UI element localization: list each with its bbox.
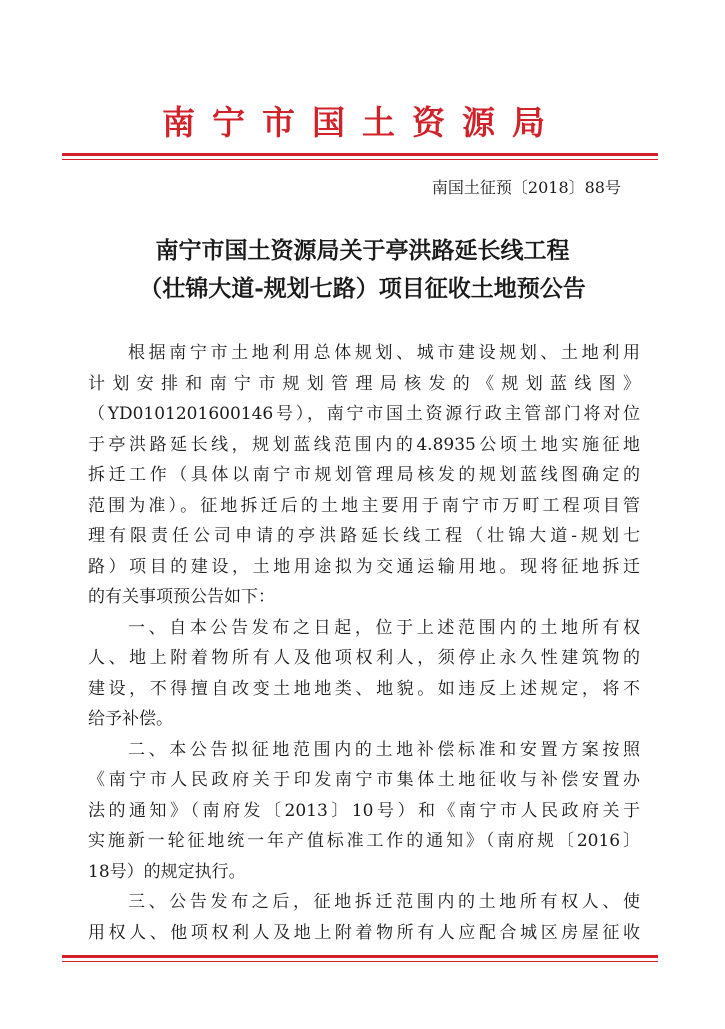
body-line: 18号）的规定执行。: [88, 861, 246, 882]
masthead-rule-thin: [62, 159, 658, 160]
body-line: 范围为准）。征地拆迁后的土地主要用于南宁市万町工程项目管: [88, 495, 640, 516]
body-line: 拆迁工作（具体以南宁市规划管理局核发的规划蓝线图确定的: [88, 465, 640, 485]
masthead-rule-thick: [62, 153, 658, 156]
body-line: 三、公告发布之后，征地拆迁范围内的土地所有权人、使: [128, 892, 640, 912]
body-line: 用权人、他项权利人及地上附着物所有人应配合城区房屋征收: [88, 922, 640, 943]
body-line: 建设，不得擅自改变土地地类、地貌。如违反上述规定，将不: [88, 678, 640, 699]
body-line: 路）项目的建设，土地用途拟为交通运输用地。现将征地拆迁: [88, 556, 640, 577]
footer-rule-thick: [62, 955, 658, 958]
title-line-1: 南宁市国土资源局关于亭洪路延长线工程: [155, 237, 570, 264]
body-line: 实施新一轮征地统一年产值标准工作的通知》（南府规〔2016〕: [88, 831, 640, 851]
body-line: 计划安排和南宁市规划管理局核发的《规划蓝线图》: [88, 373, 640, 394]
body-line: 理有限责任公司申请的亭洪路延长线工程（壮锦大道-规划七: [88, 526, 640, 546]
title-line-2: （壮锦大道-规划七路）项目征收土地预公告: [139, 275, 586, 302]
body-line: 一、自本公告发布之日起，位于上述范围内的土地所有权: [128, 617, 640, 638]
document-body: [88, 338, 640, 948]
body-line: （YD0101201600146号），南宁市国土资源行政主管部门将对位: [88, 404, 640, 424]
body-line: 法的通知》（南府发〔2013〕10号）和《南宁市人民政府关于: [88, 800, 640, 821]
body-line: 的有关事项预公告如下：: [88, 587, 275, 607]
document-title: [70, 232, 655, 308]
org-masthead: 南宁市国土资源局: [162, 103, 562, 142]
body-line: 于亭洪路延长线，规划蓝线范围内的4.8935公顷土地实施征地: [88, 434, 640, 455]
body-line: 二、本公告拟征地范围内的土地补偿标准和安置方案按照: [128, 739, 640, 760]
body-line: 人、地上附着物所有人及他项权利人，须停止永久性建筑物的: [88, 648, 640, 668]
body-line: 《南宁市人民政府关于印发南宁市集体土地征收与补偿安置办: [88, 770, 640, 790]
body-line: 给予补偿。: [88, 709, 173, 729]
footer-rule-thin: [62, 961, 658, 962]
document-number: 南国土征预〔2018〕88号: [431, 178, 621, 197]
body-line: 根据南宁市土地利用总体规划、城市建设规划、土地利用: [128, 343, 640, 363]
